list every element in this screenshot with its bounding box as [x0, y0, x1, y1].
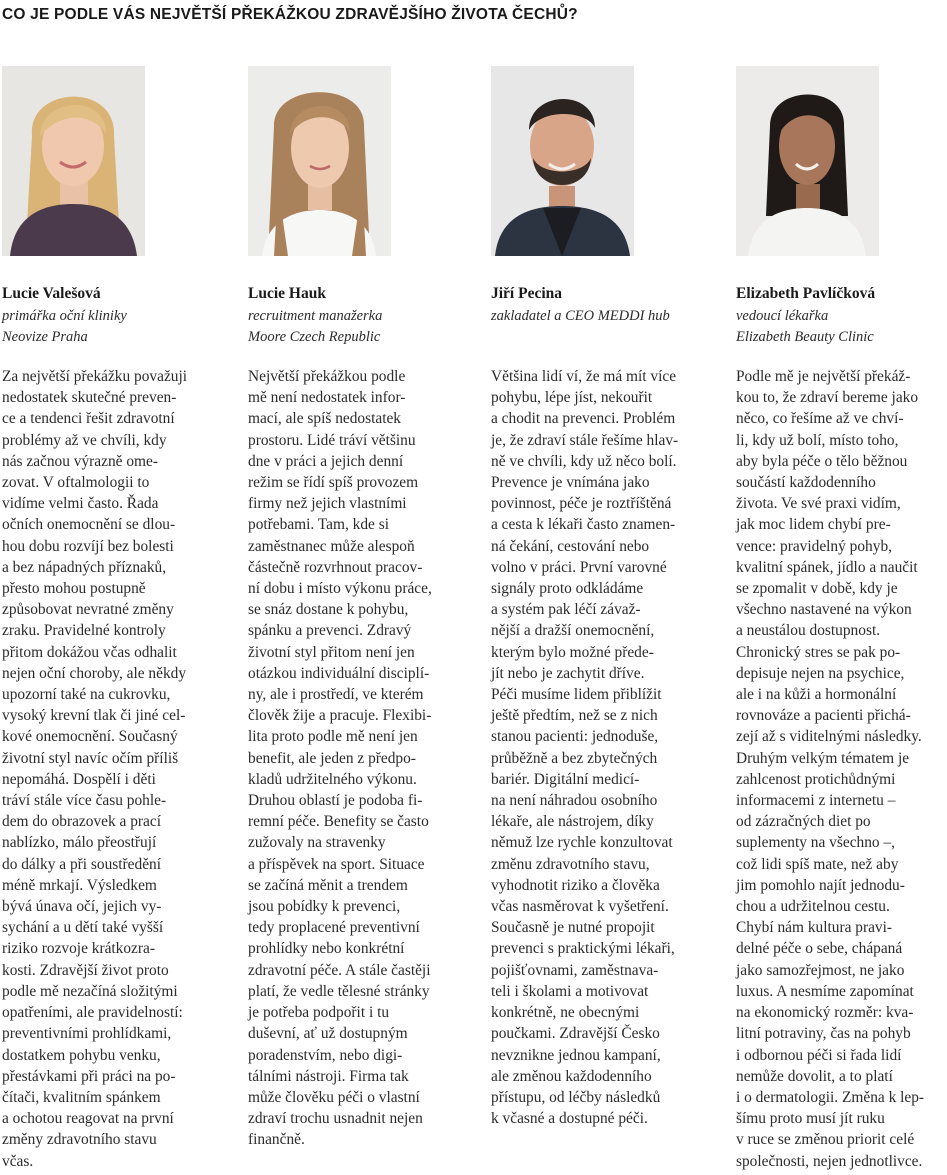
text-line: stanou pacienti: jednoduše,	[491, 728, 659, 746]
portrait-photo-lucie-hauk	[248, 66, 391, 256]
portrait-image	[2, 66, 145, 256]
text-line: Druhým velkým tématem je	[736, 749, 910, 767]
text-line: života. Ve své praxi vidím,	[736, 495, 901, 513]
text-line: průběžně a bez zbytečných	[491, 749, 658, 767]
text-line: lékaře, ale nástrojem, díky	[491, 813, 654, 831]
text-line: hou dobu rozvíjí bez bolesti	[2, 537, 174, 555]
portrait-photo-elizabeth-pavlickova	[736, 66, 879, 256]
portrait-photo-jiri-pecina	[491, 66, 634, 256]
text-line: nejen oční choroby, ale někdy	[2, 664, 187, 682]
text-line: včas.	[2, 1152, 34, 1170]
text-line: tráví stále více času pohle-	[2, 792, 167, 810]
text-line: šímu proto musí jít ruku	[736, 1110, 885, 1128]
text-line: nepomáhá. Dospělí i děti	[2, 770, 156, 788]
text-line: chou a udržitelnou cestu.	[736, 898, 890, 916]
text-line: v ruce se změnou priorit celé	[736, 1131, 915, 1149]
text-line: může člověku péči o vlastní	[248, 1088, 420, 1106]
text-line: povinnost, péče je roztříštěná	[491, 495, 672, 513]
text-line: kladů udržitelného výkonu.	[248, 770, 417, 788]
text-line: Péči musíme lidem přiblížit	[491, 686, 662, 704]
text-line: vence: pravidelný pohyb,	[736, 537, 892, 555]
text-line: nější a dražší onemocnění,	[491, 622, 655, 640]
column-jiri-pecina	[491, 0, 703, 1175]
text-line: duševní, ať už dostupným	[248, 1025, 408, 1043]
text-line: ně ve chvíli, kdy už něco bolí.	[491, 452, 677, 470]
text-line: sychání a u dětí také vyšší	[2, 919, 164, 937]
text-line: otázkou individuální disciplí-	[248, 664, 430, 682]
text-line: Podle mě je největší překáž-	[736, 368, 911, 385]
text-line: prevenci s praktickými lékaři,	[491, 940, 675, 958]
text-line: a chodit na prevenci. Problém	[491, 410, 676, 428]
text-line: něco, co řešíme až ve chví-	[736, 410, 904, 428]
text-line: změnu zdravotního stavu,	[491, 855, 650, 873]
text-line: teli i školami a motivovat	[491, 982, 649, 1000]
text-line: informacemi z internetu –	[736, 792, 896, 810]
text-line: a systém pak léčí závaž-	[491, 601, 641, 619]
text-line: kosti. Zdravější život proto	[2, 961, 169, 979]
text-line: pohybu, lépe jíst, nekouřit	[491, 389, 653, 407]
person-name: Lucie Valešová	[2, 285, 101, 302]
text-line: remní péče. Benefity se často	[248, 813, 429, 831]
text-line: na není náhradou osobního	[491, 792, 658, 810]
text-line: včas nasměrovat k vyšetření.	[491, 898, 669, 916]
text-line: kové onemocnění. Současný	[2, 728, 178, 746]
person-role-line: Moore Czech Republic	[248, 329, 381, 345]
text-line: signály proto odkládáme	[491, 580, 644, 598]
text-line: a bez nápadných příznaků,	[2, 558, 167, 576]
column-lucie-hauk	[248, 0, 460, 1175]
text-line: Většina lidí ví, že má mít více	[491, 368, 677, 385]
text-line: jak moc lidem chybí pre-	[736, 516, 891, 534]
text-line: problémy až ve chvíli, kdy	[2, 431, 167, 449]
text-line: dem do obrazovek a prací	[2, 813, 161, 831]
text-line: ny, ale i prostředí, ve kterém	[248, 686, 424, 704]
text-line: nablízko, málo přeostřují	[2, 834, 157, 852]
text-line: podle mě nezačíná složitými	[2, 982, 178, 1000]
text-line: depisuje nejen na psychice,	[736, 664, 905, 682]
text-line: prohlídky nebo konkrétní	[248, 940, 405, 958]
text-line: němuž lze rychle konzultovat	[491, 834, 673, 852]
person-role	[491, 306, 670, 327]
text-line: ná čekání, cestování nebo	[491, 537, 650, 555]
person-name: Lucie Hauk	[248, 285, 326, 302]
text-line: aby byla péče o tělo běžnou	[736, 452, 908, 470]
text-line: i o dermatologii. Změna k lep-	[736, 1088, 925, 1106]
person-role-line: primářka oční kliniky	[2, 308, 127, 324]
statement-text	[491, 366, 678, 1129]
text-line: li, kdy už bolí, místo toho,	[736, 431, 899, 449]
text-line: finančně.	[248, 1131, 305, 1149]
portrait-image	[736, 66, 879, 256]
person-role	[2, 306, 127, 348]
text-line: vysoký krevní tlak či jiné cel-	[2, 707, 186, 725]
text-line: k včasné a dostupné péči.	[491, 1110, 648, 1128]
text-line: kou to, že zdraví bereme jako	[736, 389, 919, 407]
text-line: společnosti, nejen jednotlivce.	[736, 1152, 923, 1170]
text-line: zdravotní péče. A stále častěji	[248, 961, 431, 979]
text-line: firmy než jejich vlastními	[248, 495, 407, 513]
text-line: zaměstnanec může alespoň	[248, 537, 415, 555]
text-line: a ochotou reagovat na první	[2, 1110, 174, 1128]
person-role	[248, 306, 382, 348]
text-line: preventivními prohlídkami,	[2, 1025, 172, 1043]
text-line: a příspěvek na sport. Situace	[248, 855, 425, 873]
text-line: nedostatek skutečné preven-	[2, 389, 177, 407]
text-line: člověk žije a pracuje. Flexibi-	[248, 707, 432, 725]
statement-text	[736, 366, 924, 1172]
text-line: mací, ale spíš nedostatek	[248, 410, 402, 428]
text-line: pojišťovnami, zaměstnava-	[491, 961, 659, 979]
text-line: jít nebo je zachytit dříve.	[491, 664, 645, 682]
person-role-line: Elizabeth Beauty Clinic	[736, 329, 874, 345]
text-line: je, že zdraví stále řešíme hlav-	[491, 431, 679, 449]
text-line: zdraví trochu usnadnit nejen	[248, 1110, 423, 1128]
column-elizabeth-pavlickova	[736, 0, 947, 1175]
text-line: Největší překážkou podle	[248, 368, 406, 385]
text-line: ale i na kůži a hormonální	[736, 686, 897, 704]
text-line: jim pomohlo najít jednodu-	[736, 876, 905, 894]
text-line: a neustálou dostupnost.	[736, 622, 881, 640]
text-line: ještě předtím, než se z nich	[491, 707, 658, 725]
text-line: životní styl přitom není jen	[248, 643, 415, 661]
text-line: bariér. Digitální medicí-	[491, 770, 640, 788]
text-line: poradenstvím, nebo digi-	[248, 1046, 403, 1064]
page-headline: CO JE PODLE VÁS NEJVĚTŠÍ PŘEKÁŽKOU ZDRAVĚJŠÍHO ŽIVOTA ČECHŮ?	[2, 6, 578, 23]
column-lucie-valesova	[2, 0, 214, 1175]
statement-text	[248, 366, 432, 1151]
text-line: přestávkami při práci na po-	[2, 1067, 176, 1085]
text-line: volno v práci. První varovné	[491, 558, 667, 576]
text-line: způsobovat nevratné změny	[2, 601, 174, 619]
text-line: konkrétně, ne obecnými	[491, 1004, 640, 1022]
text-line: vidíme velmi často. Řada	[2, 495, 159, 513]
text-line: životní styl navíc očím příliš	[2, 749, 179, 767]
text-line: částečně rozvrhnout pracov-	[248, 558, 423, 576]
text-line: rovnováze a pacienti přichá-	[736, 707, 911, 725]
text-line: očních onemocnění se dlou-	[2, 516, 176, 534]
text-line: Za největší překážku považuji	[2, 368, 188, 385]
text-line: zejí až s viditelnými následky.	[736, 728, 922, 746]
text-line: jako samozřejmost, ne jako	[736, 961, 905, 979]
text-line: se snáz dostane k pohybu,	[248, 601, 409, 619]
text-line: tedy proplacené preventivní	[248, 919, 420, 937]
person-role-line: recruitment manažerka	[248, 308, 383, 324]
person-name: Elizabeth Pavlíčková	[736, 285, 876, 302]
person-role-line: Neovize Praha	[2, 329, 88, 345]
text-line: tálními nástroji. Firma tak	[248, 1067, 409, 1085]
text-line: přístupu, od léčby následků	[491, 1088, 661, 1106]
text-line: Současně je nutné propojit	[491, 919, 655, 937]
text-line: poučkami. Zdravější Česko	[491, 1025, 660, 1043]
text-line: všechno nastavené na výkon	[736, 601, 912, 619]
text-line: lita proto podle mě není jen	[248, 728, 418, 746]
text-line: režim se řídí spíš provozem	[248, 474, 419, 492]
text-line: ce a tendenci řešit zdravotní	[2, 410, 175, 428]
text-line: změny zdravotního stavu	[2, 1131, 157, 1149]
text-line: zovat. V oftalmologii to	[2, 474, 150, 492]
text-line: delné péče o sebe, chápaná	[736, 940, 903, 958]
text-line: platí, že vedle tělesné stránky	[248, 982, 430, 1000]
text-line: Prevence je vnímána jako	[491, 474, 650, 492]
text-line: mě není nedostatek infor-	[248, 389, 406, 407]
text-line: což lidi spíš mate, než aby	[736, 855, 899, 873]
text-line: opatřeními, ale pravidelností:	[2, 1004, 183, 1022]
text-line: vyhodnotit riziko a člověka	[491, 876, 660, 894]
statement-text	[2, 366, 187, 1172]
text-line: se zpomalit v době, kdy je	[736, 580, 898, 598]
text-line: litní potraviny, čas na pohyb	[736, 1025, 911, 1043]
text-line: ale změnou každodenního	[491, 1067, 652, 1085]
text-line: dostatkem pohybu venku,	[2, 1046, 161, 1064]
text-line: součástí každodenního	[736, 474, 876, 492]
text-line: Chronický stres se pak po-	[736, 643, 901, 661]
text-line: přitom dokážou včas odhalit	[2, 643, 177, 661]
text-line: potřebami. Tam, kde si	[248, 516, 389, 534]
text-line: jsou pobídky k prevenci,	[248, 898, 401, 916]
text-line: benefit, ale jeden z předpo-	[248, 749, 416, 767]
person-name: Jiří Pecina	[491, 285, 563, 302]
text-line: se začíná měnit a trendem	[248, 876, 408, 894]
text-line: zužovaly na stravenky	[248, 834, 386, 852]
text-line: prostoru. Lidé tráví většinu	[248, 431, 416, 449]
text-line: spánku a prevenci. Zdravý	[248, 622, 412, 640]
text-line: zraku. Pravidelné kontroly	[2, 622, 166, 640]
text-line: přesto mohou postupně	[2, 580, 146, 598]
person-role	[736, 306, 874, 348]
portrait-photo-lucie-valesova	[2, 66, 145, 256]
text-line: je potřeba podpořit i tu	[248, 1004, 390, 1022]
text-line: nás začnou výrazně ome-	[2, 452, 158, 470]
text-line: Chybí nám kultura pravi-	[736, 919, 893, 937]
text-line: nevznikne jednou kampaní,	[491, 1046, 661, 1064]
text-line: i odbornou péči si řada lidí	[736, 1046, 902, 1064]
text-line: čítači, kvalitním spánkem	[2, 1088, 161, 1106]
person-role-line: vedoucí lékařka	[736, 308, 829, 324]
text-line: upozorní také na cukrovku,	[2, 686, 171, 704]
text-line: riziko rozvoje krátkozra-	[2, 940, 155, 958]
portrait-image	[491, 66, 634, 256]
text-line: na ekonomický rozměr: kva-	[736, 1004, 914, 1022]
text-line: dne v práci a jejich denní	[248, 452, 404, 470]
portrait-image	[248, 66, 391, 256]
text-line: kvalitní spánek, jídlo a naučit	[736, 558, 918, 576]
text-line: nemůže dovolit, a to platí	[736, 1067, 893, 1085]
text-line: ní dobu i místo výkonu práce,	[248, 580, 432, 598]
text-line: méně mrkají. Výsledkem	[2, 876, 157, 894]
text-line: suplementy na všechno –,	[736, 834, 896, 852]
text-line: bývá únava očí, jejich vy-	[2, 898, 162, 916]
text-line: Druhou oblastí je podoba fi-	[248, 792, 423, 810]
text-line: zahlcenost protichůdnými	[736, 770, 896, 788]
text-line: luxus. A nesmíme zapomínat	[736, 982, 914, 1000]
person-role-line: zakladatel a CEO MEDDI hub	[491, 308, 670, 324]
text-line: a cesta k lékaři často znamen-	[491, 516, 676, 534]
text-line: od zázračných diet po	[736, 813, 871, 831]
text-line: kterým bylo možné přede-	[491, 643, 654, 661]
text-line: do dálky a při soustředění	[2, 855, 162, 873]
